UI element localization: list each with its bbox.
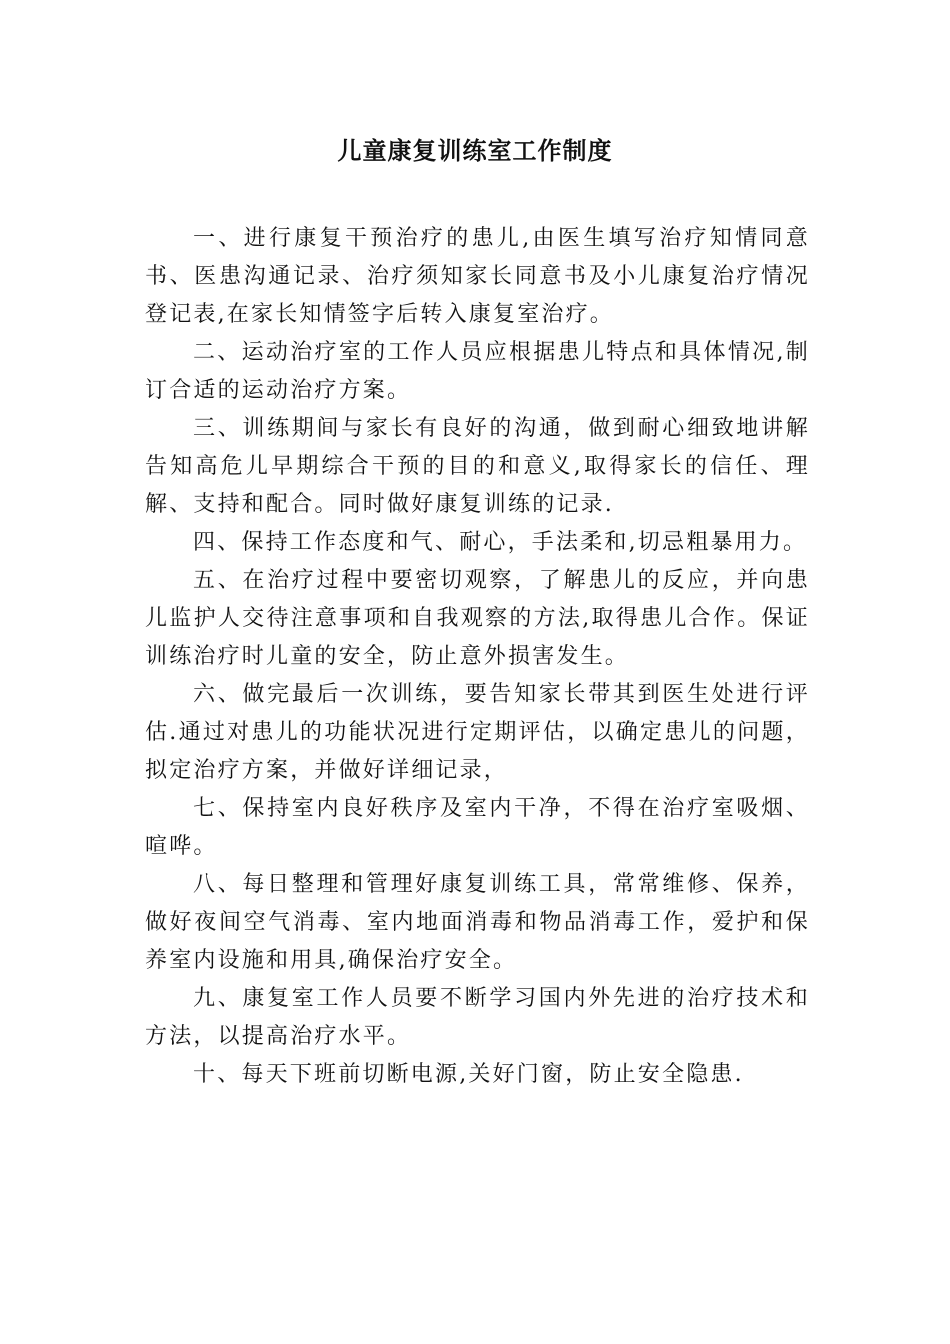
regulation-item-7: 七、保持室内良好秩序及室内干净，不得在治疗室吸烟、喧哗。 [145, 796, 810, 859]
regulation-item-6: 六、做完最后一次训练，要告知家长带其到医生处进行评估.通过对患儿的功能状况进行定期评估，以确定患儿的问题，拟定治疗方案，并做好详细记录， [145, 682, 810, 783]
regulation-item-1: 一、进行康复干预治疗的患儿,由医生填写治疗知情同意书、医患沟通记录、治疗须知家长同意书及小儿康复治疗情况登记表,在家长知情签字后转入康复室治疗。 [145, 226, 810, 327]
regulation-item-4: 四、保持工作态度和气、耐心，手法柔和,切忌粗暴用力。 [193, 530, 808, 555]
regulation-item-8: 八、每日整理和管理好康复训练工具，常常维修、保养，做好夜间空气消毒、室内地面消毒和物品消毒工作，爱护和保养室内设施和用具,确保治疗安全。 [145, 872, 810, 973]
page-title: 儿童康复训练室工作制度 [337, 136, 613, 165]
regulation-item-5: 五、在治疗过程中要密切观察，了解患儿的反应，并向患儿监护人交待注意事项和自我观察的方法,取得患儿合作。保证训练治疗时儿童的安全，防止意外损害发生。 [145, 568, 810, 669]
regulation-item-9: 九、康复室工作人员要不断学习国内外先进的治疗技术和方法，以提高治疗水平。 [145, 986, 810, 1049]
regulation-body [145, 220, 810, 1094]
regulation-item-2: 二、运动治疗室的工作人员应根据患儿特点和具体情况,制订合适的运动治疗方案。 [145, 340, 810, 403]
regulation-item-10: 十、每天下班前切断电源,关好门窗，防止安全隐患. [193, 1062, 744, 1087]
regulation-item-3: 三、训练期间与家长有良好的沟通，做到耐心细致地讲解告知高危儿早期综合干预的目的和意义,取得家长的信任、理解、支持和配合。同时做好康复训练的记录. [145, 416, 810, 517]
